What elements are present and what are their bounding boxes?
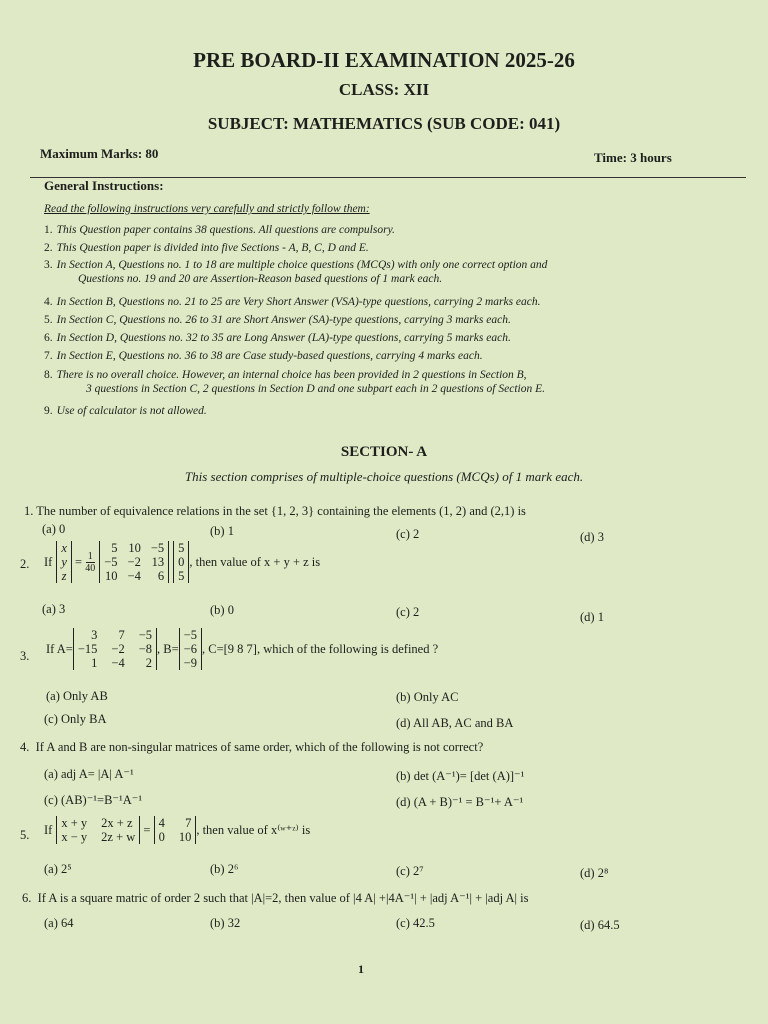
option: (a) 64 <box>44 916 74 930</box>
option: (d) 2⁸ <box>580 866 609 880</box>
fraction: $\frac{1}{40}$ <box>85 550 96 574</box>
instruction-item: 6. In Section D, Questions no. 32 to 35 are Long Answer (LA)-type questions, carrying 5 marks each. <box>44 332 511 344</box>
section-a-description: This section comprises of multiple-choice questions (MCQs) of 1 mark each. <box>184 469 584 484</box>
question-6: 6. If A is a square matric of order 2 such that |A|=2, then value of |4 A| +|4A⁻¹| + |adj A⁻¹| + |adj A| is <box>22 891 529 905</box>
question-2-number: 2. <box>20 557 30 571</box>
question-5-number: 5. <box>20 828 30 842</box>
exam-title: PRE BOARD-II EXAMINATION 2025-26 <box>193 48 575 72</box>
option: (a) 0 <box>42 522 66 536</box>
option: (c) 2 <box>396 605 420 619</box>
question-4: 4. If A and B are non-singular matrices of same order, which of the following is not correct? <box>20 740 484 754</box>
option: (a) Only AB <box>46 689 108 703</box>
option: (d) All AB, AC and BA <box>396 716 514 730</box>
matrix: 5 10 −5 −5 −2 13 10 −4 6 <box>99 541 169 583</box>
instruction-item: 5. In Section C, Questions no. 26 to 31 are Short Answer (SA)-type questions, carrying 3 marks each. <box>44 314 511 326</box>
option: (b) 0 <box>210 603 234 617</box>
page-number: 1 <box>358 962 364 976</box>
option: (c) 2 <box>396 527 420 541</box>
option: (b) 2⁶ <box>210 862 239 876</box>
option: (c) 2⁷ <box>396 864 424 878</box>
instruction-item-continued: Questions no. 19 and 20 are Assertion-Reason based questions of 1 mark each. <box>78 273 443 285</box>
matrix: x + y 2x + z x − y 2z + w <box>56 816 140 844</box>
option: (a) adj A= |A| A⁻¹ <box>44 767 134 781</box>
question-2-equation: If x y z = $\frac{1}{40}$ 5 10 −5 −5 −2 13 10 −4 6 5 0 5 , then value of x + y + z is <box>44 541 321 583</box>
option: (b) Only AC <box>396 690 459 704</box>
option: (c) (AB)⁻¹=B⁻¹A⁻¹ <box>44 793 143 807</box>
section-a-title: SECTION- A <box>340 444 428 460</box>
option: (d) 1 <box>580 610 604 624</box>
question-3-equation: If A= 3 7 −5 −15 −2 −8 1 −4 2 , B= −5 −6 −9 , C=[9 8 7], which of the following is defined ? <box>46 628 439 670</box>
instructions-intro: Read the following instructions very carefully and strictly follow them: <box>44 203 370 215</box>
instruction-item: 4. In Section B, Questions no. 21 to 25 are Very Short Answer (VSA)-type questions, carrying 2 marks each. <box>44 296 541 308</box>
instruction-item: 7. In Section E, Questions no. 36 to 38 are Case study-based questions, carrying 4 marks each. <box>44 350 483 362</box>
question-5-equation: If x + y 2x + z x − y 2z + w = 4 7 0 10 , then value of x⁽ʷ⁺ᶻ⁾ is <box>44 816 311 844</box>
option: (d) (A + B)⁻¹ = B⁻¹+ A⁻¹ <box>396 795 524 809</box>
general-instructions-title: General Instructions: <box>44 178 164 193</box>
instruction-item: 8. There is no overall choice. However, an internal choice has been provided in 2 questions in Section B, <box>44 369 527 381</box>
class-label: CLASS: XII <box>338 80 430 99</box>
max-marks: Maximum Marks: 80 <box>40 146 159 161</box>
option: (b) det (A⁻¹)= [det (A)]⁻¹ <box>396 769 525 783</box>
matrix: 4 7 0 10 <box>154 816 197 844</box>
instruction-item: 3. In Section A, Questions no. 1 to 18 are multiple choice questions (MCQs) with only one correct option and <box>44 259 548 271</box>
instruction-item-continued: 3 questions in Section C, 2 questions in Section D and one subpart each in 2 questions of Section E. <box>86 383 545 395</box>
instruction-item: 9. Use of calculator is not allowed. <box>44 405 207 417</box>
option: (d) 64.5 <box>580 918 620 932</box>
option: (c) Only BA <box>44 712 107 726</box>
matrix: 5 0 5 <box>173 541 189 583</box>
option: (b) 1 <box>210 524 234 538</box>
time-allowed: Time: 3 hours <box>594 150 672 165</box>
option: (c) 42.5 <box>396 916 435 930</box>
option: (a) 2⁵ <box>44 862 72 876</box>
option: (b) 32 <box>210 916 241 930</box>
matrix: 3 7 −5 −15 −2 −8 1 −4 2 <box>73 628 157 670</box>
subject-label: SUBJECT: MATHEMATICS (SUB CODE: 041) <box>207 114 561 133</box>
option: (a) 3 <box>42 602 66 616</box>
instruction-item: 1. This Question paper contains 38 questions. All questions are compulsory. <box>44 224 395 236</box>
matrix: −5 −6 −9 <box>179 628 202 670</box>
option: (d) 3 <box>580 530 604 544</box>
instruction-item: 2. This Question paper is divided into five Sections - A, B, C, D and E. <box>44 242 369 254</box>
question-1: 1. The number of equivalence relations in the set {1, 2, 3} containing the elements (1, 2) and (2,1) is <box>24 504 526 518</box>
matrix: x y z <box>56 541 72 583</box>
question-3-number: 3. <box>20 649 30 663</box>
